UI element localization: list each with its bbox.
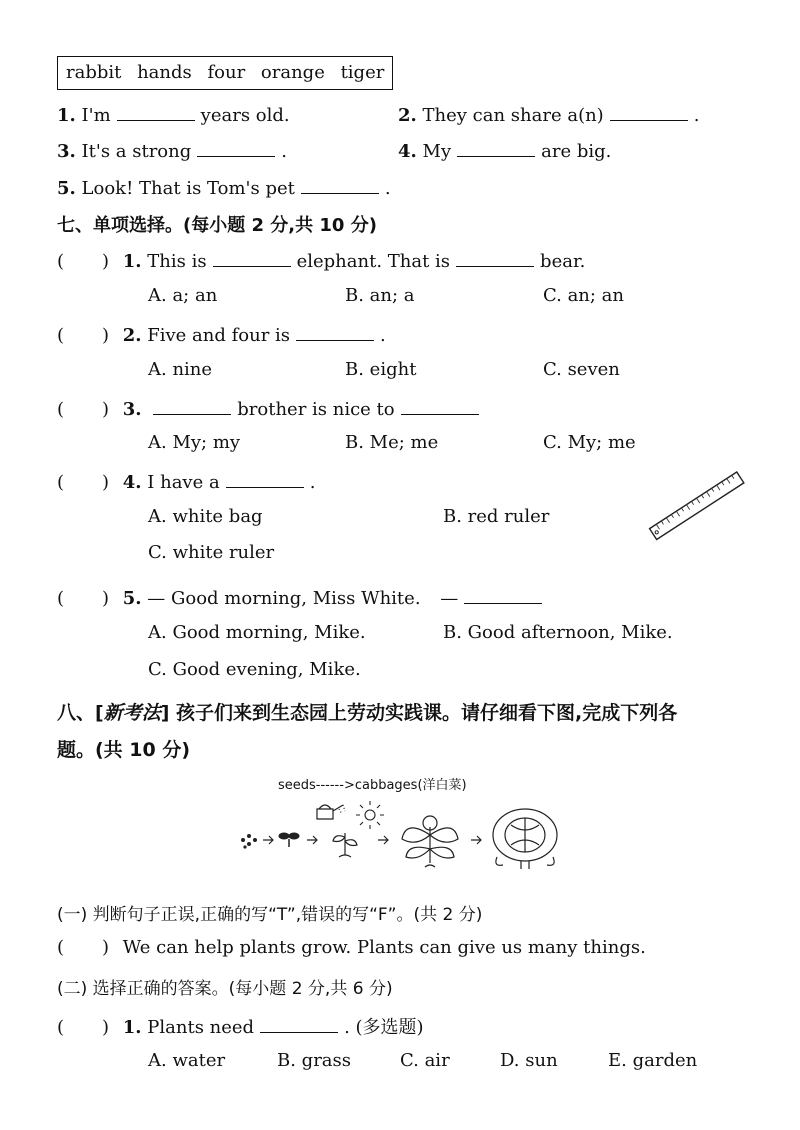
watering-can-icon [317,805,345,819]
new-question-type-tag: 新考法 [103,702,161,724]
answer-blank[interactable] [260,1014,338,1033]
section-7-heading [57,211,377,237]
growth-diagram [235,795,565,875]
question-number: 1. [122,251,142,272]
question-text: They can share a(n) [422,105,604,126]
question-text: . [384,178,391,199]
answer-blank[interactable] [153,396,231,415]
question-text: I have a [147,472,220,493]
option-c[interactable]: C. air [400,1050,450,1071]
question-number: 4. [398,141,417,162]
option-b[interactable]: B. red ruler [443,506,550,527]
arrow-icon [307,836,317,844]
question-text: brother is nice to [237,399,395,420]
cabbage-icon [493,809,557,869]
question-text: — Good morning, Miss White. [147,588,421,609]
question-text: . [281,141,287,162]
answer-blank[interactable] [213,248,291,267]
answer-parentheses[interactable]: ( ) [57,1017,110,1038]
ruler-illustration [645,465,745,545]
option-e[interactable]: E. garden [608,1050,698,1071]
question-text: We can help plants grow. Plants can give us many things. [122,937,646,958]
option-c[interactable]: C. white ruler [148,542,275,563]
option-c[interactable]: C. an; an [543,285,625,306]
question-text: My [422,141,452,162]
answer-blank[interactable] [197,138,275,157]
option-a[interactable]: A. nine [148,359,213,380]
section-title: 七、单项选择。 [57,215,183,236]
answer-parentheses[interactable]: ( ) [57,472,110,493]
section-8-heading: 八、[新考法] 孩子们来到生态园上劳动实践课。请仔细看下图,完成下列各 [57,702,678,724]
question-text: This is [147,251,207,272]
question-number: 5. [57,178,76,199]
option-c[interactable]: C. My; me [543,432,636,453]
question-number: 3. [122,399,142,420]
question-text: Look! That is Tom's pet [81,178,295,199]
part-1-title: (一) 判断句子正误,正确的写“T”,错误的写“F”。(共 2 分) [57,905,483,925]
question-text: I'm [81,105,111,126]
answer-blank[interactable] [117,102,195,121]
word-bank-box [57,56,393,90]
question-text: are big. [541,141,612,162]
question-number: 2. [122,325,142,346]
question-text: Plants need [147,1017,255,1038]
question-number: 1. [57,105,76,126]
option-d[interactable]: D. sun [500,1050,558,1071]
answer-parentheses[interactable]: ( ) [57,325,110,346]
option-a[interactable]: A. a; an [148,285,218,306]
question-text: Five and four is [147,325,291,346]
arrow-icon [471,836,481,844]
mc-question-2 [57,322,386,346]
answer-blank[interactable] [296,322,374,341]
mc-question-4 [57,469,315,493]
answer-blank[interactable] [401,396,479,415]
question-number: 1. [122,1017,142,1038]
option-b[interactable]: B. Good afternoon, Mike. [443,622,673,643]
answer-parentheses[interactable]: ( ) [57,251,110,272]
arrow-icon [378,836,388,844]
option-c[interactable]: C. Good evening, Mike. [148,659,361,680]
question-text: bear. [540,251,586,272]
word-bank-text: rabbit hands four orange tiger [66,62,385,83]
growing-plant-icon [402,816,458,867]
seeds-icon [241,834,257,849]
answer-blank[interactable] [457,138,535,157]
answer-blank[interactable] [226,469,304,488]
answer-blank[interactable] [301,175,379,194]
option-b[interactable]: B. an; a [345,285,415,306]
section-8-heading-cont: 题。(共 10 分) [57,739,191,761]
part-2-question-1 [57,1013,424,1039]
question-text: — [440,588,459,609]
question-text: . [309,472,316,493]
arrow-icon [263,836,273,844]
mc-question-3 [57,396,485,420]
question-text: . [380,325,386,346]
answer-blank[interactable] [464,585,542,604]
answer-parentheses[interactable]: ( ) [57,399,110,420]
option-a[interactable]: A. white bag [148,506,263,527]
option-b[interactable]: B. eight [345,359,417,380]
answer-blank[interactable] [456,248,534,267]
seedling-icon [333,833,357,857]
option-c[interactable]: C. seven [543,359,620,380]
judgement-question [57,937,646,958]
question-number: 5. [122,588,142,609]
fill-question-5 [57,175,391,199]
fill-question-1 [57,102,290,126]
question-text: . [693,105,700,126]
section-points: (每小题 2 分,共 10 分) [183,215,377,236]
option-b[interactable]: B. grass [277,1050,352,1071]
sprout-icon [279,833,299,847]
question-number: 3. [57,141,76,162]
question-number: 2. [398,105,417,126]
option-a[interactable]: A. Good morning, Mike. [148,622,366,643]
mc-question-1 [57,248,585,272]
fill-question-3 [57,138,287,162]
question-text: years old. [200,105,290,126]
diagram-caption: seeds------>cabbages(洋白菜) [278,778,467,793]
option-a[interactable]: A. water [148,1050,226,1071]
mc-question-5 [57,585,548,609]
option-a[interactable]: A. My; my [148,432,241,453]
question-text: elephant. That is [296,251,451,272]
answer-parentheses[interactable]: ( ) [57,588,110,609]
answer-blank[interactable] [610,102,688,121]
fill-question-2 [398,102,699,126]
option-b[interactable]: B. Me; me [345,432,439,453]
sun-icon [356,801,384,829]
question-text: It's a strong [81,141,192,162]
question-number: 4. [122,472,142,493]
fill-question-4 [398,138,611,162]
answer-parentheses[interactable]: ( ) [57,937,110,958]
question-text: . (多选题) [344,1017,424,1038]
part-2-title: (二) 选择正确的答案。(每小题 2 分,共 6 分) [57,979,393,999]
